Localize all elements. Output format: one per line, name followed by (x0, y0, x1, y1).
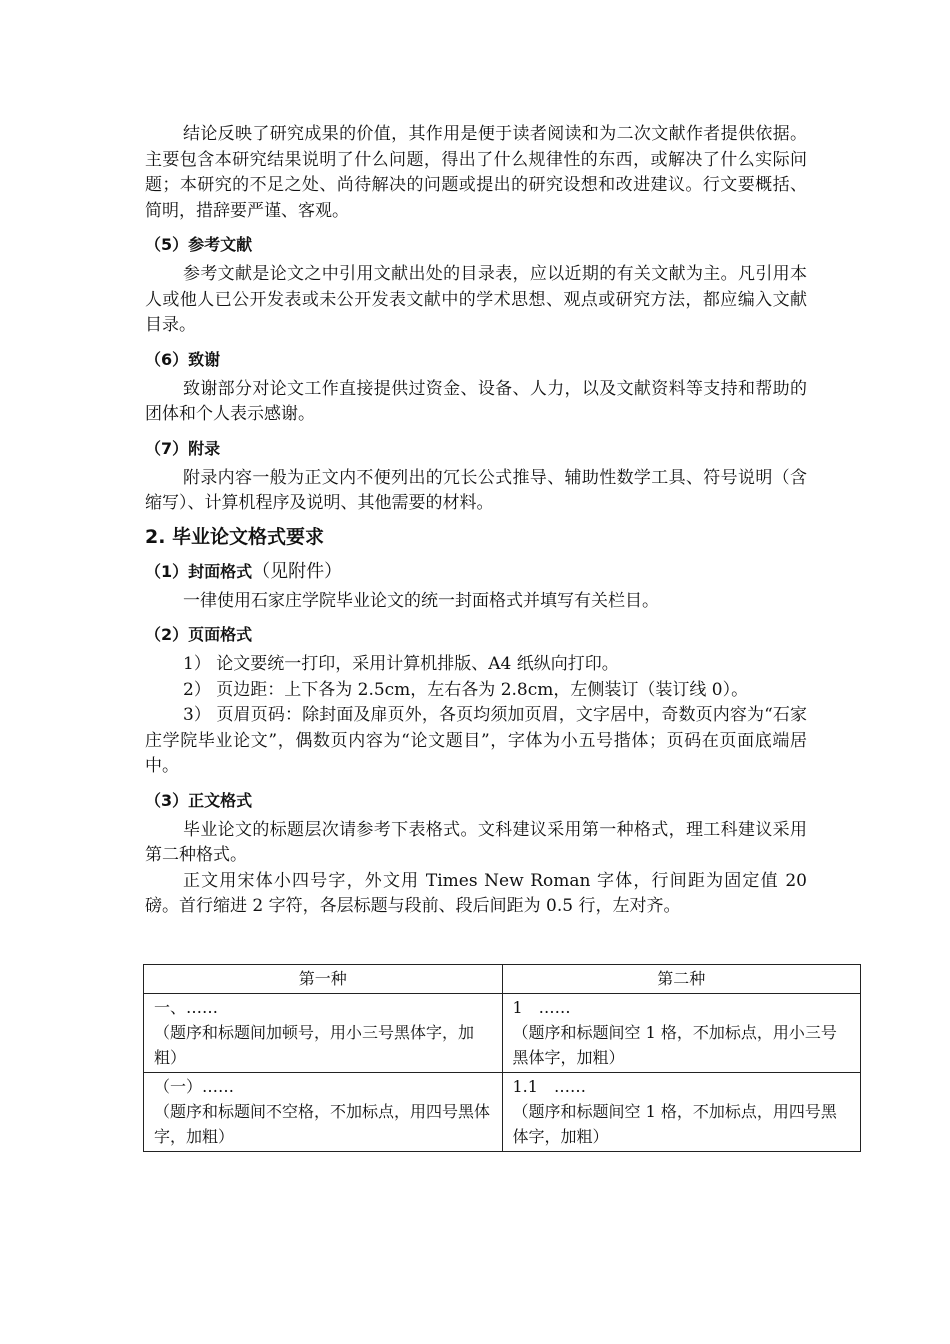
cell-title: （一）…… (154, 1076, 235, 1096)
page-format-item-3: 3） 页眉页码：除封面及扉页外，各页均须加页眉，文字居中，奇数页内容为“石家庄学院毕业论文”，偶数页内容为“论文题目”，字体为小五号揩体；页码在页面底端居中。 (145, 705, 807, 776)
cell-title: 1 …… (512, 997, 571, 1017)
page-format-heading: （2）页面格式 (145, 625, 253, 644)
cell-note: （题序和标题间加顿号，用小三号黑体字，加粗） (154, 1022, 475, 1067)
table-header-row (144, 964, 861, 993)
cell-title: 1.1 …… (512, 1076, 586, 1096)
acknowledgements-paragraph: 致谢部分对论文工作直接提供过资金、设备、人力，以及文献资料等支持和帮助的团体和个人表示感谢。 (145, 378, 807, 424)
body-format-paragraph-2: 正文用宋体小四号字，外文用 Times New Roman 字体，行间距为固定值 20 磅。首行缩进 2 字符，各层标题与段前、段后间距为 0.5 行，左对齐。 (145, 870, 807, 916)
table-cell (144, 993, 503, 1072)
cell-note: （题序和标题间空 1 格，不加标点，用四号黑体字，加粗） (512, 1101, 837, 1146)
page-format-item-2: 2） 页边距：上下各为 2.5cm，左右各为 2.8cm，左侧装订（装订线 0）。 (183, 679, 749, 700)
table-row (144, 1072, 861, 1151)
document-page (145, 122, 837, 1152)
table-row (144, 993, 861, 1072)
cover-format-paragraph: 一律使用石家庄学院毕业论文的统一封面格式并填写有关栏目。 (183, 590, 659, 611)
appendix-paragraph: 附录内容一般为正文内不便列出的冗长公式推导、辅助性数学工具、符号说明（含缩写）、计算机程序及说明、其他需要的材料。 (145, 467, 807, 513)
table-cell (502, 1072, 861, 1151)
table-cell (144, 1072, 503, 1151)
page-format-item-1: 1） 论文要统一打印，采用计算机排版、A4 纸纵向打印。 (183, 654, 619, 674)
table-cell (502, 993, 861, 1072)
body-format-paragraph-1: 毕业论文的标题层次请参考下表格式。文科建议采用第一种格式，理工科建议采用第二种格式。 (145, 819, 807, 865)
table-header-cell: 第二种 (502, 964, 861, 993)
section-2-heading: 2. 毕业论文格式要求 (145, 525, 325, 548)
body-format-heading: （3）正文格式 (145, 790, 253, 810)
cover-format-heading (145, 560, 807, 584)
references-heading: （5）参考文献 (145, 235, 253, 254)
heading-format-table (143, 964, 861, 1152)
appendix-heading: （7）附录 (145, 438, 221, 458)
table-header-cell: 第一种 (144, 964, 503, 993)
conclusion-paragraph: 结论反映了研究成果的价值，其作用是便于读者阅读和为二次文献作者提供依据。主要包含本研究结果说明了什么问题，得出了什么规律性的东西，或解决了什么实际问题；本研究的不足之处、尚待解决的问题或提出的研究设想和改进建议。行文要概括、简明，措辞要严谨、客观。 (145, 124, 807, 221)
cell-note: （题序和标题间不空格，不加标点，用四号黑体字，加粗） (154, 1101, 491, 1146)
cover-format-heading-note: （见附件） (252, 560, 343, 582)
cell-title: 一、…… (154, 997, 219, 1017)
references-paragraph: 参考文献是论文之中引用文献出处的目录表，应以近期的有关文献为主。凡引用本人或他人已公开发表或未公开发表文献中的学术思想、观点或研究方法，都应编入文献目录。 (145, 264, 807, 335)
cell-note: （题序和标题间空 1 格，不加标点，用小三号黑体字，加粗） (512, 1022, 837, 1067)
acknowledgements-heading: （6）致谢 (145, 349, 221, 369)
cover-format-heading-text: （1）封面格式 (145, 561, 253, 581)
spacer (145, 920, 807, 964)
